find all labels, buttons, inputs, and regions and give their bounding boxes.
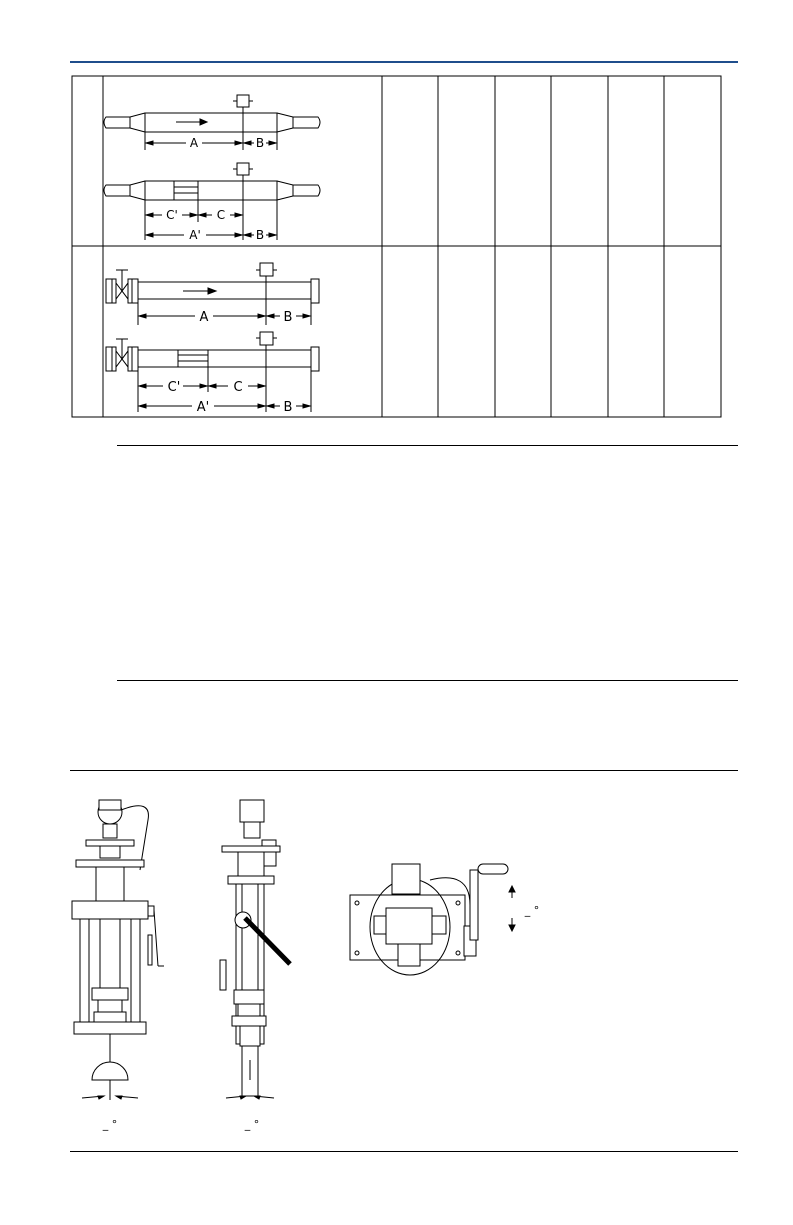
assembly-drawings — [0, 780, 793, 1140]
row2-b-label-c: C — [233, 380, 243, 395]
footer-rule — [70, 1151, 738, 1152]
row1-b-label-c: C — [216, 208, 226, 222]
left-angle-label: _ ° — [102, 1118, 118, 1131]
divider-3 — [70, 770, 738, 771]
row1-diagram-b — [104, 163, 320, 240]
row2-a-label-b: B — [283, 310, 293, 325]
side-view-drawing — [220, 800, 290, 1099]
divider-2 — [117, 680, 738, 681]
row1-a-label-a: A — [189, 136, 199, 150]
row1-a-label-b: B — [255, 136, 265, 150]
middle-angle-label: _ ° — [244, 1118, 260, 1131]
top-view-drawing — [350, 864, 515, 975]
row1-b-label-c-prime: C' — [166, 208, 178, 222]
row1-diagram-a — [104, 95, 320, 150]
row2-b-label-b: B — [283, 400, 293, 415]
front-view-drawing — [72, 800, 164, 1100]
row2-b-label-c-prime: C' — [167, 380, 181, 395]
row1-b-label-b: B — [255, 228, 265, 242]
right-angle-label: _ ° — [524, 904, 540, 917]
installation-table — [0, 0, 793, 430]
row1-b-label-a-prime: A' — [189, 228, 201, 242]
divider-1 — [117, 445, 738, 446]
row2-a-label-a: A — [199, 310, 209, 325]
row2-b-label-a-prime: A' — [196, 400, 210, 415]
